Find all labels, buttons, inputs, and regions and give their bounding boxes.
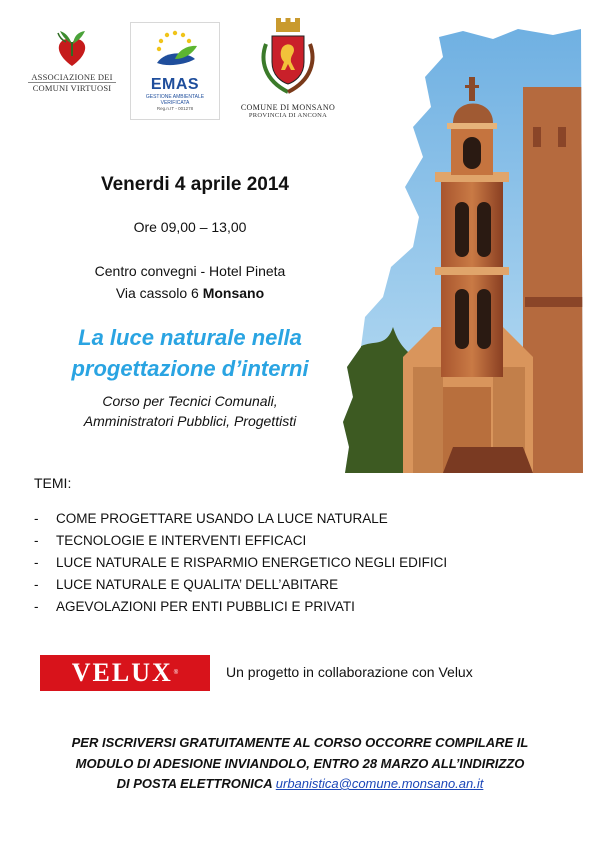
registration-line3-prefix: DI POSTA ELETTRONICA bbox=[116, 776, 276, 791]
list-dash: - bbox=[34, 599, 39, 614]
themes-heading: TEMI: bbox=[34, 475, 72, 491]
velux-collaboration-text: Un progetto in collaborazione con Velux bbox=[226, 664, 473, 680]
list-item bbox=[34, 508, 554, 530]
registration-line1: PER ISCRIVERSI GRATUITAMENTE AL CORSO OCCORRE COMPILARE IL bbox=[71, 735, 529, 750]
velux-registered-mark: ® bbox=[173, 670, 179, 676]
emas-logo bbox=[130, 22, 220, 120]
list-dash: - bbox=[34, 511, 39, 526]
email-link[interactable]: urbanistica@comune.monsano.an.it bbox=[275, 776, 484, 791]
emas-line2: VERIFICATA bbox=[160, 100, 190, 106]
crowned-shield-lion-icon bbox=[258, 18, 318, 96]
comune-monsano-logo bbox=[240, 18, 336, 122]
venue-town: Monsano bbox=[202, 285, 265, 301]
event-venue bbox=[30, 260, 350, 304]
emas-title: EMAS bbox=[150, 76, 200, 93]
course-subtitle-line1: Corso per Tecnici Comunali, bbox=[102, 393, 278, 409]
velux-logo-text: VELUX bbox=[71, 658, 173, 687]
venue-address: Via cassolo 6 bbox=[115, 285, 203, 301]
course-title bbox=[20, 322, 360, 384]
themes-list bbox=[34, 508, 554, 618]
course-title-line2: progettazione d’interni bbox=[71, 356, 309, 381]
theme-text: TECNOLOGIE E INTERVENTI EFFICACI bbox=[56, 533, 307, 548]
comuni-virtuosi-logo bbox=[28, 28, 116, 100]
registration-notice bbox=[30, 733, 570, 795]
list-dash: - bbox=[34, 533, 39, 548]
venue-line2 bbox=[30, 282, 350, 304]
theme-text: LUCE NATURALE E QUALITA’ DELL’ABITARE bbox=[56, 577, 339, 592]
registration-line2: MODULO DI ADESIONE INVIANDOLO, ENTRO 28 MARZO ALL’INDIRIZZO bbox=[75, 755, 525, 771]
heart-leaf-icon bbox=[52, 28, 92, 70]
event-time: Ore 09,00 – 13,00 bbox=[133, 219, 247, 235]
list-dash: - bbox=[34, 577, 39, 592]
theme-text: COME PROGETTARE USANDO LA LUCE NATURALE bbox=[56, 511, 388, 526]
bell-tower-photo bbox=[343, 27, 583, 473]
monsano-province: PROVINCIA DI ANCONA bbox=[248, 112, 328, 119]
list-item bbox=[34, 596, 554, 618]
comuni-logo-line2: COMUNI VIRTUOSI bbox=[28, 82, 116, 93]
theme-text: LUCE NATURALE E RISPARMIO ENERGETICO NEGLI EDIFICI bbox=[56, 555, 448, 570]
list-dash: - bbox=[34, 555, 39, 570]
list-item bbox=[34, 574, 554, 596]
list-item bbox=[34, 552, 554, 574]
registration-line3 bbox=[30, 774, 570, 795]
course-title-line1: La luce naturale nella bbox=[78, 325, 302, 350]
emas-reg: Reg.n.IT - 001278 bbox=[156, 106, 194, 111]
course-subtitle-line2: Amministratori Pubblici, Progettisti bbox=[83, 413, 297, 429]
venue-line1: Centro convegni - Hotel Pineta bbox=[94, 263, 286, 279]
monsano-name: COMUNE DI MONSANO bbox=[240, 103, 336, 112]
emas-line1: GESTIONE AMBIENTALE bbox=[145, 94, 205, 100]
theme-text: AGEVOLAZIONI PER ENTI PUBBLICI E PRIVATI bbox=[56, 599, 355, 614]
eu-stars-leaf-icon bbox=[145, 29, 205, 69]
comuni-logo-line1: ASSOCIAZIONE DEI bbox=[31, 72, 113, 82]
event-date: Venerdi 4 aprile 2014 bbox=[100, 174, 289, 195]
course-subtitle bbox=[20, 391, 360, 431]
list-item bbox=[34, 530, 554, 552]
velux-logo bbox=[40, 655, 210, 691]
